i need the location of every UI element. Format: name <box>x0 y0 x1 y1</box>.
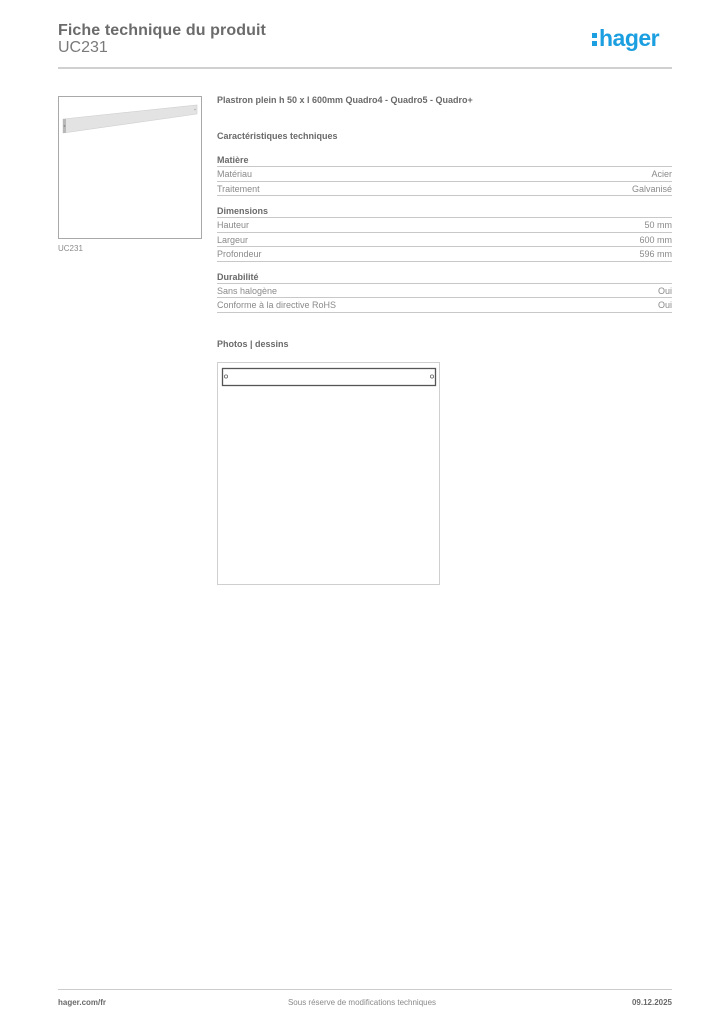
spec-label: Largeur <box>217 234 249 245</box>
spec-label: Conforme à la directive RoHS <box>217 300 337 310</box>
product-reference: UC231 <box>58 39 108 56</box>
spec-label: Traitement <box>217 183 260 194</box>
photos-section-title: Photos | dessins <box>217 338 289 349</box>
product-title: Plastron plein h 50 x l 600mm Quadro4 - Quadro5 - Quadro+ <box>217 95 473 105</box>
plate-drawing-icon <box>218 363 439 584</box>
spec-label: Matériau <box>217 169 253 179</box>
group-title: Matière <box>217 155 672 167</box>
footer-date: 09.12.2025 <box>631 998 672 1007</box>
spec-value: Galvanisé <box>631 183 672 194</box>
spec-value: Oui <box>657 300 672 310</box>
group-title: Dimensions <box>217 206 672 218</box>
spec-row <box>217 182 672 197</box>
spec-row <box>217 247 672 262</box>
footer-website-link[interactable]: hager.com/fr <box>58 998 107 1007</box>
spec-row <box>217 284 672 299</box>
spec-value: 600 mm <box>639 234 672 245</box>
spec-label: Profondeur <box>217 249 262 259</box>
product-details <box>217 95 672 351</box>
spec-row <box>217 167 672 182</box>
product-thumbnail <box>58 96 202 239</box>
section-title: Caractéristiques techniques <box>217 131 338 141</box>
logo-text: hager <box>599 25 660 51</box>
technical-drawing <box>217 362 440 585</box>
spec-value: 50 mm <box>644 220 672 230</box>
spec-row <box>217 218 672 233</box>
thumbnail-caption: UC231 <box>58 244 83 253</box>
logo-colon-icon <box>592 31 598 47</box>
header-divider <box>58 67 672 69</box>
group-durabilite <box>217 272 672 313</box>
group-title: Durabilité <box>217 272 672 284</box>
footer-divider <box>58 989 672 990</box>
hager-logo <box>592 27 659 50</box>
group-dimensions <box>217 206 672 262</box>
spec-label: Sans halogène <box>217 285 278 296</box>
spec-value: 596 mm <box>639 249 672 259</box>
spec-label: Hauteur <box>217 220 250 230</box>
footer-disclaimer: Sous réserve de modifications techniques <box>287 998 437 1007</box>
product-photo-icon <box>59 97 201 238</box>
group-matiere <box>217 155 672 196</box>
spec-row <box>217 298 672 313</box>
spec-value: Oui <box>657 285 672 296</box>
document-title: Fiche technique du produit <box>58 22 266 39</box>
spec-row <box>217 233 672 248</box>
spec-value: Acier <box>651 169 672 179</box>
